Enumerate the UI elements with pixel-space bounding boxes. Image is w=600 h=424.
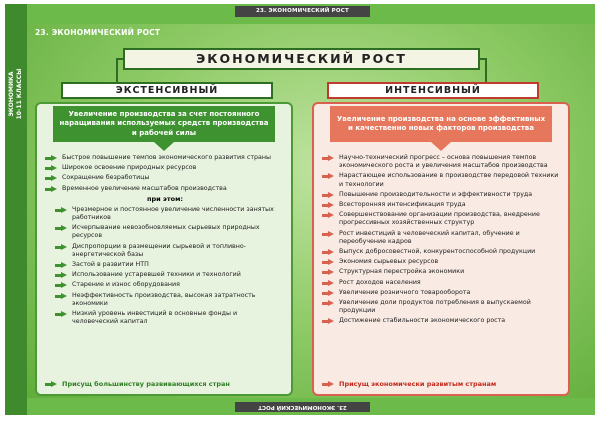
list-item: Структурная перестройка экономики (322, 268, 562, 276)
extensive-list (45, 154, 285, 388)
arrow-right-icon (55, 207, 67, 214)
arrow-right-icon (55, 282, 67, 289)
top-header-label: 23. ЭКОНОМИЧЕСКИЙ РОСТ (235, 6, 370, 17)
intensive-panel (312, 102, 570, 396)
arrow-right-icon (322, 249, 334, 256)
at-this-label: при этом: (147, 194, 183, 203)
arrow-right-icon (55, 272, 67, 279)
sidebar-subject: ЭКОНОМИКА (8, 71, 15, 117)
intensive-conclusion: Присущ экономически развитым странам (322, 380, 562, 388)
arrow-right-icon (45, 381, 57, 388)
arrow-right-icon (45, 155, 57, 162)
arrow-right-icon (322, 173, 334, 180)
list-item: Широкое освоение природных ресурсов (45, 164, 285, 172)
extensive-banner: Увеличение производства за счет постоянного наращивания используемых средств производства и рабочей силы (53, 106, 275, 142)
list-item: Рост инвестиций в человеческий капитал, обучение и переобучение кадров (322, 230, 562, 246)
list-item: Исчерпывание невозобновляемых сырьевых природных ресурсов (55, 224, 285, 240)
list-item: Старение и износ оборудования (55, 281, 285, 289)
arrow-right-icon (322, 318, 334, 325)
arrow-right-icon (55, 225, 67, 232)
list-item: Диспропорции в размещении сырьевой и топливно-энергетической базы (55, 243, 285, 259)
arrow-right-icon (45, 186, 57, 193)
poster (5, 4, 595, 415)
arrow-right-icon (322, 290, 334, 297)
list-item: Застой в развитии НТП (55, 261, 285, 269)
list-item: Экономия сырьевых ресурсов (322, 258, 562, 266)
intensive-banner: Увеличение производства на основе эффективных и качественно новых факторов производства (330, 106, 552, 142)
sidebar-grade: 10-11 КЛАССЫ (16, 68, 23, 120)
list-item: Достижение стабильности экономического роста (322, 317, 562, 325)
extensive-conclusion: Присущ большинству развивающихся стран (45, 380, 285, 388)
arrow-right-icon (322, 300, 334, 307)
arrow-right-icon (322, 381, 334, 388)
list-item: Увеличение розничного товарооборота (322, 289, 562, 297)
connector-line (116, 58, 118, 82)
corner-label: 23. ЭКОНОМИЧЕСКИЙ РОСТ (35, 28, 161, 37)
banner-pointer-icon (154, 142, 174, 151)
intensive-list (322, 154, 562, 388)
connector-line (485, 58, 487, 82)
arrow-right-icon (322, 269, 334, 276)
arrow-right-icon (45, 165, 57, 172)
list-item: Низкий уровень инвестиций в основные фонды и человеческий капитал (55, 310, 285, 326)
arrow-right-icon (55, 262, 67, 269)
list-item: Выпуск добросовестной, конкурентоспособной продукции (322, 248, 562, 256)
arrow-right-icon (55, 311, 67, 318)
list-item: Сокращение безработицы (45, 174, 285, 182)
arrow-right-icon (322, 231, 334, 238)
arrow-right-icon (55, 244, 67, 251)
intensive-header: ИНТЕНСИВНЫЙ (327, 82, 539, 99)
list-item: Увеличение доли продуктов потребления в выпускаемой продукции (322, 299, 562, 315)
arrow-right-icon (322, 259, 334, 266)
list-item: Всесторонняя интенсификация труда (322, 201, 562, 209)
bottom-header-label: 23. ЭКОНОМИЧЕСКИЙ РОСТ (235, 402, 370, 412)
list-item: Научно-технический прогресс – основа повышения темпов экономического роста и увеличения масштабов производства (322, 154, 562, 170)
list-item: Совершенствование организации производства, внедрение прогрессивных хозяйственных структур (322, 211, 562, 227)
arrow-right-icon (322, 280, 334, 287)
list-item: Нарастающее использование в производстве передовой техники и технологии (322, 172, 562, 188)
list-item: Неэффективность производства, высокая затратность экономики (55, 292, 285, 308)
banner-pointer-icon (431, 142, 451, 151)
extensive-panel (35, 102, 293, 396)
sidebar-label (8, 69, 24, 120)
arrow-right-icon (45, 175, 57, 182)
list-item: Быстрое повышение темпов экономического развития страны (45, 154, 285, 162)
list-item: Временное увеличение масштабов производства (45, 185, 285, 193)
list-item: Повышение производительности и эффективности труда (322, 191, 562, 199)
arrow-right-icon (322, 202, 334, 209)
list-item: Чрезмерное и постоянное увеличение численности занятых работников (55, 206, 285, 222)
arrow-right-icon (55, 293, 67, 300)
extensive-header: ЭКСТЕНСИВНЫЙ (61, 82, 273, 99)
arrow-right-icon (322, 192, 334, 199)
list-item: Использование устаревшей техники и технологий (55, 271, 285, 279)
sidebar (5, 4, 27, 415)
main-title: ЭКОНОМИЧЕСКИЙ РОСТ (123, 48, 480, 70)
list-item: Рост доходов населения (322, 279, 562, 287)
arrow-right-icon (322, 212, 334, 219)
arrow-right-icon (322, 155, 334, 162)
